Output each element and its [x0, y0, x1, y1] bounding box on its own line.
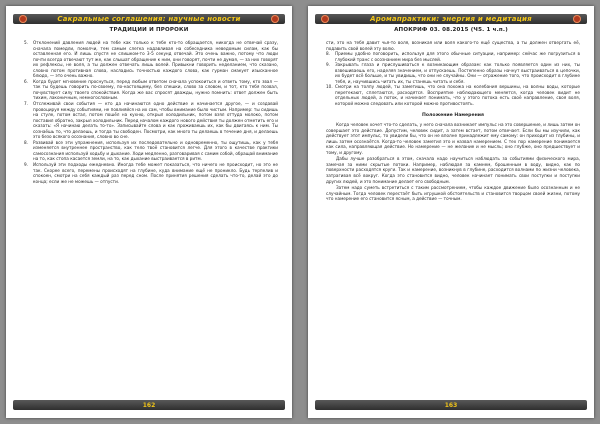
item-text: Приемы удобно поговорить, используя для этого обычные ситуации, например: сейчас же погрузиться в глубокий транс с осознанием мира без мыслей. [335, 51, 580, 62]
list-item [326, 62, 580, 84]
emblem-icon [573, 15, 581, 23]
body-paragraph: Дабы лучше разобраться в этом, сначала надо научиться наблюдать за событиями физического мира, замечая за ними скрытые потоки. Например, наблюдая за камнем, брошенным в воду, видно, как по поверхности расходятся круги. Так и намерение, возникнув в глубине, расходится волнами по жизни человека, затрагивая всё вокруг. Когда это становится видно, человек начинает понимать свои поступки и поступки других людей, и это понимание делает его свободным. [326, 156, 580, 184]
item-text: Отслеживай свои события — кто да начинаются одно действие и начинается другое, — и создавай провоцируя между событиями, не повлияйся на их сам, чтобы внимание было чистым. Например: ты сидишь на стуле, потом встал, потом пошёл на кухню, открыл холодильник, потом взял оттуда молоко, потом поставил обратно, закрыл холодильник. Перед началом каждого нового действия ты должен отметить его и сказать: «Я начинаю делать то-то». Записывайте слова и как проживаешь их, как бы двигаясь к ним. Ты сознаёшь то, что делаешь, и тогда ты свободен. Посмотри, как много ты делаешь в течение дня, и делаешь это безо всякого осознания, словно во сне. [33, 101, 278, 140]
item-text: Используй эти подходы ежедневно. Иногда тебе может показаться, что ничего не происходит, но это не так. Скорее всего, перемены происходят на глубине, куда внимание ещё не проникло. Будь терпелив и спокоен, смотри на себя каждый раз перед сном. После принятия решения сделать что-то, делай это до конца; если же не можешь — отпусти. [33, 162, 278, 184]
list-item [24, 40, 278, 79]
page-footer [13, 400, 285, 410]
item-text: Закрывать глаза и прислушиваться к возникающим образам: как только появляется один из них, ты взвешиваешь его, наделяя значением, и отпускаешь. Постепенно образы начнут выстраиваться в цепочки, их будет всё больше, и ты увидишь, что они не случайны. Они — отражение того, что происходит в глубине тебя, и, научившись читать их, ты станешь читать и себя. [335, 62, 580, 84]
item-number: 8. [326, 51, 330, 57]
emblem-icon [321, 15, 329, 23]
right-page [308, 6, 594, 418]
list-item [24, 140, 278, 162]
lead-paragraph: сти, это на тебя давит чья-то воля, возникая или воля какого-то ещё существа, а ты должен отвергать её, подавить свой волей эту волю. [326, 40, 580, 51]
page-number: 162 [142, 401, 156, 409]
item-number: 5. [24, 40, 28, 45]
body-paragraph: Когда человек хочет что-то сделать, у него сначала возникает импульс на это совершение, и лишь затем он совершает это действие. Допустим, человек сидит, а затем встает, потом отвечает. Если бы мы изучили, как действует этот импульс, то увидели бы, что он не вполне принадлежит ему самому: он приходит из глубины, и лишь затем осознаётся. Когда-то человек заметил это и назвал намерением. С тех пор намерение понимается как сила, направляющая действие. Но намерение — не желание и не мысль; оно глубже, оно предшествует и тому, и другому. [326, 122, 580, 155]
item-number: 10. [326, 84, 333, 90]
item-text: Развивай все эти упражнения, используя их последовательно и одновременно, ты ощутишь, как у тебя изменяется внутреннее пространство, как тело твоё становится легче. Для этого в качестве практики самосознания используй ходьбу и дыхание. Ходи медленно, разговаривая с самим собой, обращай внимание на то, как стопа касается земли, на то, как дыхание выстраивается в ритм. [33, 139, 278, 162]
item-number: 8. [24, 139, 28, 145]
emblem-icon [19, 15, 27, 23]
item-text: Смотри на толпу людей, ты заметишь, что она похожа на колебания вершины, на волны воды, которые перетекают, сплетаются, расходятся. Восприятие наблюдающего меняется, когда человек видит не отдельных людей, а поток, и начинает понимать, что у этого потока есть своё направление, своя воля, которой можно следовать или которой можно противостоять. [335, 84, 580, 107]
page-header [13, 14, 285, 24]
page-number: 163 [444, 401, 458, 409]
emblem-icon [271, 15, 279, 23]
item-text: Отклонений давления людей на тебе как только к тебе кто-то обращается, никогда не отвечай сразу, сначала помедли, помолчи, тем самым слегка надавливая на собеседника неведомым силам, как бы оставленная его. И лишь спустя не слишком-то 3-5 секунд отвечай. Это очень важно, потому что люди почти всегда отвечают тут же, как слышат обращение к ним, они говорят, почти не думая, — за них говорят их рефлексы, не воля, а ты должен отвечать лишь волей. Привыкни говорить неделанием, что сказано, словно потом противная слова, насладись точностью каждого слова, как гурман смакует изысканное блюдо, — это очень важно. [33, 40, 278, 79]
list-item [24, 79, 278, 101]
page-footer [315, 400, 587, 410]
page-body [326, 40, 580, 392]
section-title: ТРАДИЦИИ И ПРОРОКИ [109, 27, 189, 33]
header-title: Аромапрактики: энергия и медитация [370, 15, 532, 23]
item-number: 6. [24, 78, 28, 84]
subheading: Положение Намерения [422, 112, 484, 118]
page-body [24, 40, 278, 392]
body-paragraph: Затем надо суметь встретиться с таким рассмотрением, чтобы каждое движение было осознанным и не случайным. Тогда человек перестаёт быть игрушкой обстоятельств и становится творцом своей жизни, потому что намерение его становится ясным, а действие — точным. [326, 185, 580, 202]
header-title: Сакральные соглашения: научные новости [57, 15, 241, 23]
item-number: 7. [24, 101, 28, 107]
left-page [6, 6, 292, 418]
list-item [326, 84, 580, 106]
item-number: 9. [24, 162, 28, 168]
item-text: Когда будет мгновение проснуться, перед любым ответом сначала успокоиться и ответь тому, кто звал — так ты будешь говорить по-своему, по-настоящему, без спешки, слово за словом, и тот, кто тебя позвал, почувствует силу твоего спокойствия. Когда же вас спросят дважды, нужно помнить: ответ должен быть тихим, лаконичным, немногословным. [33, 78, 278, 101]
page-header [315, 14, 587, 24]
list-item [326, 51, 580, 62]
item-number: 9. [326, 62, 330, 68]
list-item [24, 162, 278, 184]
section-title: АПОКРИФ 03. 08.2015 (Ч5. 1 ч.п.) [394, 27, 508, 33]
list-item [24, 101, 278, 140]
